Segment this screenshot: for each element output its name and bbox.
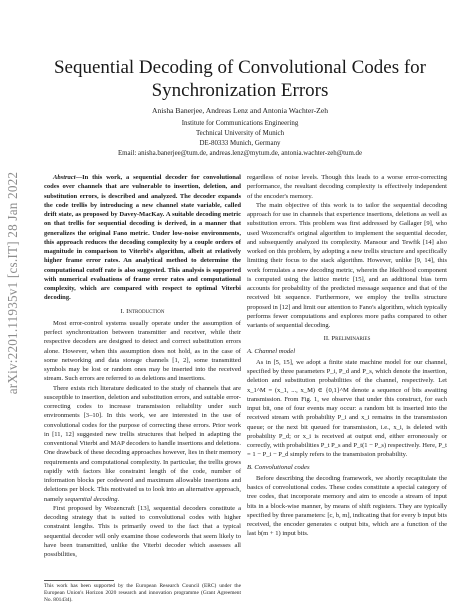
abstract-lead: Abstract [53,174,76,181]
arxiv-stamp-text: arXiv:2201.11935v1 [cs.IT] 28 Jan 2022 [5,171,20,395]
title-line-2: Synchronization Errors [151,80,329,101]
arxiv-stamp [2,118,24,448]
affiliation-university: Technical University of Munich [195,130,285,137]
right-column [247,173,447,539]
affiliation-email: Email: anisha.banerjee@tum.de, andreas.lenz@mytum.de, antonia.wachter-zeh@tum.de [117,150,363,157]
section-heading-introduction: I. Introduction [120,307,165,315]
affiliation-address: DE-80333 Munich, Germany [199,140,281,147]
abstract [44,173,241,303]
intro-paragraph-2-text: There exists rich literature dedicated to the study of channels that are susceptible to insertion, deletion and substitution errors, and suitable error-correcting codes to increase transmission reliability under such environments [3–10]. In this work, we are interested in the use of convolutional codes for the purpose of correcting these errors. Prior work in [11, 12] suggested new trellis structures that helped in adapting the conventional Viterbi and MAP decoders to handle insertions and deletions. One drawback of these decoding approaches however, lies in their memory requirements and computational complexity. In particular, the trellis grows rapidly with factors like constraint length of the code, number of information blocks per codeword and maximum allowable insertions and deletions per block. This motivated us to look into an alternative approach, namely [44,384,241,503]
right-paragraph-1: regardless of noise levels. Though this leads to a worse error-correcting performance, the resultant decoding complexity is effectively independent of the encoder's memory. [247,174,447,200]
affiliation-institute: Institute for Communications Engineering [181,120,299,127]
intro-paragraph-2-emphasis: sequential decoding [64,495,118,503]
convolutional-codes-paragraph: Before describing the decoding framework, we shortly recapitulate the basics of convolutional codes. These codes constitute a special category of tree codes, that incorporate memory and aim to encode a stream of input bits in a block-wise manner, by means of shift registers. They are typically specified by three parameters: [c, b, m], indicating that for every b input bits received, the encoder generates c output bits, which are a function of the last b(m + 1) input bits. [247,474,447,538]
abstract-text: —In this work, a sequential decoder for convolutional codes over channels that are vulnerable to insertion, deletion, and substitution errors, is described and analyzed. The decoder expands the code trellis by introducing a new channel state variable, called drift state, as proposed by Davey-MacKay. A suitable decoding metric on that trellis for sequential decoding is derived, in a manner that generalizes the original Fano metric. Under low-noise environments, this approach reduces the decoding complexity by a couple orders of magnitude in comparison to Viterbi's algorithm, albeit at relatively higher frame error rates. An analytical method to determine the computational cutoff rate is also suggested. This analysis is supported with numerical evaluations of frame error rates and computational complexity, which are compared with respect to optimal Viterbi decoding. [44,174,241,302]
intro-paragraph-2-end: . [117,495,120,503]
footnote-rule [44,580,114,581]
affiliation [40,119,440,159]
intro-paragraph-1: Most error-control systems usually operate under the assumption of perfect synchronization between transmitter and receiver, while their respective decoders are designed to detect and correct substitution errors alone. However, when this assumption does not hold, as in the case of some networking and data storage channels [1, 2], some transmitted symbols may be lost or random ones may be inserted into the received stream. Such errors are referred to as deletions and insertions. [44,319,241,383]
footnote [44,580,241,604]
right-paragraph-2: The main objective of this work is to tailor the sequential decoding approach for use in channels that experience insertions, deletions as well as substitution errors. This problem was first addressed by Gallager [9], who used Wozencraft's original algorithm to implement the sequential decoder, and subsequently analyzed its complexity. Mansour and Tewfik [14] also worked on this problem, by adopting a new trellis structure and specifically limiting their focus to the stack algorithm. However, unlike [9, 14], this work formulates a new decoding metric, wherein the likelihood component is computed using the lattice metric [15], and an additional bias term accounts for probability of the predicted message sequence and that of the received bit sequence. Furthermore, we employ the trellis structure proposed in [12] and limit our attention to Fano's algorithm, which typically performs fewer computations and explores more paths compared to other variants of sequential decoding. [247,201,447,329]
footnote-text: This work has been supported by the European Research Council (ERC) under the European Union's Horizon 2020 research and innovation programme (Grant Agreement No. 801434). [44,583,241,603]
title-line-1: Sequential Decoding of Convolutional Codes for [53,57,427,78]
subsection-heading-channel-model: A. Channel model [247,347,296,355]
authors: Anisha Banerjee, Andreas Lenz and Antonia Wachter-Zeh [151,106,328,115]
left-column [44,173,241,559]
paper-title [40,56,440,102]
intro-paragraph-3: First proposed by Wozencraft [13], sequential decoders constitute a decoding strategy that is suited to convolutional codes with higher constraint lengths. This is primarily owed to the fact that a typical sequential decoder will only examine those codewords that seem likely to have been transmitted, unlike the Viterbi decoder which assesses all possibilities, [44,504,241,558]
section-heading-preliminaries: II. Preliminaries [323,335,371,343]
subsection-heading-convolutional-codes: B. Convolutional codes [247,463,310,471]
channel-model-paragraph: As in [5, 15], we adopt a finite state machine model for our channel, specified by three parameters P_i, P_d and P_s, which denote the insertion, deletion and substitution probabilities of the channel, respectively. Let x_1^M = (x_1, ..., x_M) ∈ {0,1}^M denote a sequence of bits awaiting transmission. From Fig. 1, we observe that under this construct, for each input bit, one of four events may occur: a random bit is inserted into the received stream with probability P_i and x_i remains in the transmission queue; or the next bit queued for transmission, i.e., x_i, is deleted with probability P_d; or x_i is received at output end, either erroneously or correctly, with probabilities P_t P_s and P_t(1 − P_s) respectively. Here, P_t = 1 − P_i − P_d simply refers to the transmission probability. [247,358,447,459]
intro-paragraph-2 [44,384,241,504]
